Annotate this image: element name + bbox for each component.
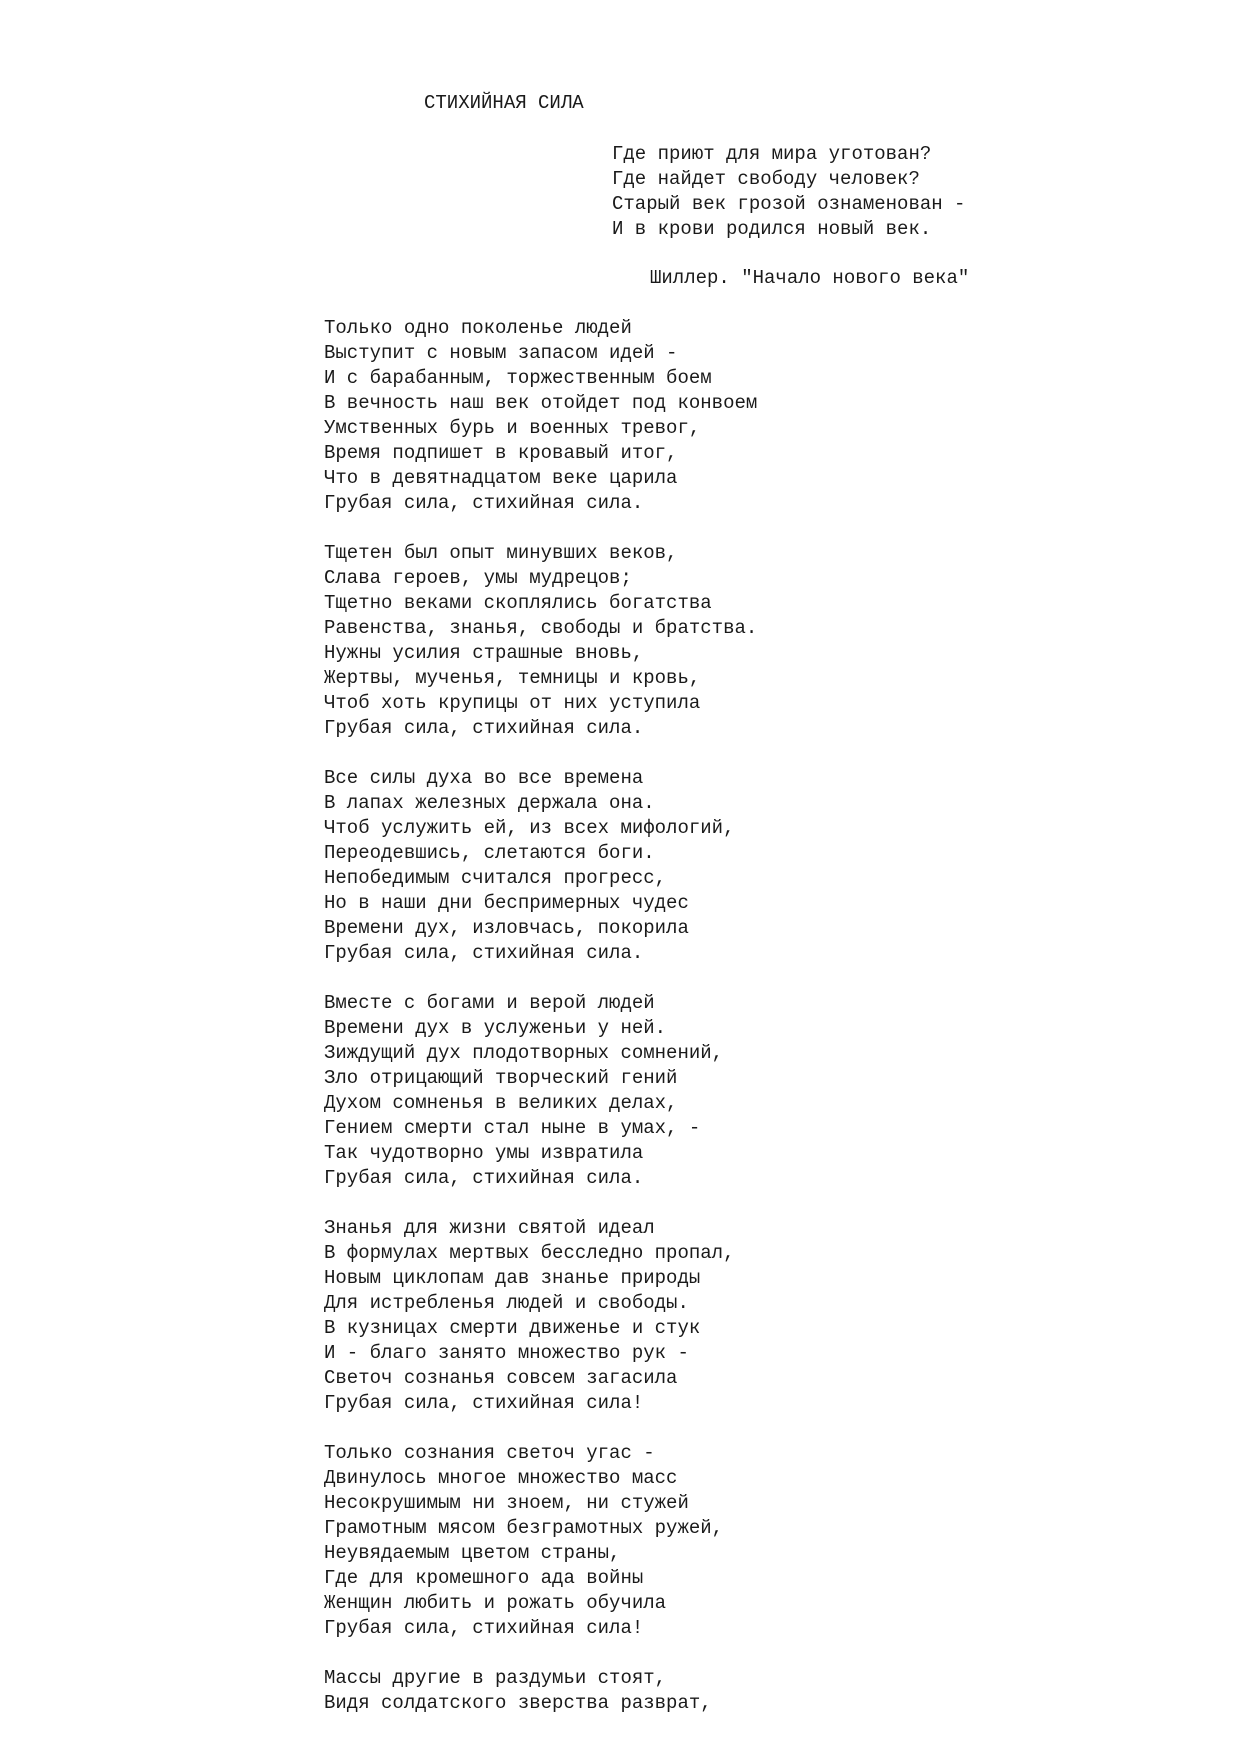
verse-line: И - благо занято множество рук -: [324, 1342, 689, 1364]
verse-line: Умственных бурь и военных тревог,: [324, 417, 701, 439]
poem-title: СТИХИЙНАЯ СИЛА: [424, 92, 584, 114]
verse-line: Тщетен был опыт минувших веков,: [324, 542, 678, 564]
stanza-3: [324, 766, 757, 966]
verse-line: Тщетно веками скоплялись богатства: [324, 592, 712, 614]
verse-line: Но в наши дни беспримерных чудес: [324, 892, 689, 914]
verse-line: Духом сомненья в великих делах,: [324, 1092, 678, 1114]
verse-line: Грубая сила, стихийная сила.: [324, 717, 644, 739]
verse-line: Непобедимым считался прогресс,: [324, 867, 667, 889]
epigraph-line: И в крови родился новый век.: [612, 218, 932, 240]
verse-line: Массы другие в раздумьи стоят,: [324, 1667, 667, 1689]
verse-line: Грубая сила, стихийная сила!: [324, 1392, 644, 1414]
verse-line: Для истребленья людей и свободы.: [324, 1292, 689, 1314]
verse-line: Новым циклопам дав знанье природы: [324, 1267, 701, 1289]
epigraph-line: Где найдет свободу человек?: [612, 168, 920, 190]
poem-body: [324, 316, 757, 1741]
stanza-4: [324, 991, 757, 1191]
verse-line: Вместе с богами и верой людей: [324, 992, 655, 1014]
verse-line: Грубая сила, стихийная сила.: [324, 942, 644, 964]
stanza-7: [324, 1666, 757, 1716]
verse-line: Зло отрицающий творческий гений: [324, 1067, 678, 1089]
verse-line: Где для кромешного ада войны: [324, 1567, 644, 1589]
verse-line: Все силы духа во все времена: [324, 767, 644, 789]
verse-line: Жертвы, мученья, темницы и кровь,: [324, 667, 701, 689]
epigraph-line: Где приют для мира уготован?: [612, 143, 932, 165]
verse-line: Переодевшись, слетаются боги.: [324, 842, 655, 864]
verse-line: Двинулось многое множество масс: [324, 1467, 678, 1489]
verse-line: Времени дух в услуженьи у ней.: [324, 1017, 667, 1039]
verse-line: Грамотным мясом безграмотных ружей,: [324, 1517, 724, 1539]
verse-line: Что в девятнадцатом веке царила: [324, 467, 678, 489]
verse-line: Только одно поколенье людей: [324, 317, 632, 339]
verse-line: Грубая сила, стихийная сила!: [324, 1617, 644, 1639]
verse-line: Гением смерти стал ныне в умах, -: [324, 1117, 701, 1139]
verse-line: Чтоб услужить ей, из всех мифологий,: [324, 817, 735, 839]
verse-line: В кузницах смерти движенье и стук: [324, 1317, 701, 1339]
verse-line: Слава героев, умы мудрецов;: [324, 567, 632, 589]
verse-line: Неувядаемым цветом страны,: [324, 1542, 621, 1564]
verse-line: Женщин любить и рожать обучила: [324, 1592, 667, 1614]
epigraph-attribution: Шиллер. "Начало нового века": [650, 267, 970, 289]
verse-line: Нужны усилия страшные вновь,: [324, 642, 644, 664]
verse-line: Только сознания светоч угас -: [324, 1442, 655, 1464]
verse-line: Светоч сознанья совсем загасила: [324, 1367, 678, 1389]
verse-line: Времени дух, изловчась, покорила: [324, 917, 689, 939]
epigraph-line: Старый век грозой ознаменован -: [612, 193, 966, 215]
verse-line: Зиждущий дух плодотворных сомнений,: [324, 1042, 724, 1064]
stanza-2: [324, 541, 757, 741]
stanza-1: [324, 316, 757, 516]
verse-line: Равенства, знанья, свободы и братства.: [324, 617, 758, 639]
verse-line: Грубая сила, стихийная сила.: [324, 1167, 644, 1189]
verse-line: Выступит с новым запасом идей -: [324, 342, 678, 364]
verse-line: В вечность наш век отойдет под конвоем: [324, 392, 758, 414]
verse-line: Видя солдатского зверства разврат,: [324, 1692, 712, 1714]
verse-line: Знанья для жизни святой идеал: [324, 1217, 655, 1239]
stanza-5: [324, 1216, 757, 1416]
verse-line: Время подпишет в кровавый итог,: [324, 442, 678, 464]
verse-line: В формулах мертвых бесследно пропал,: [324, 1242, 735, 1264]
verse-line: И с барабанным, торжественным боем: [324, 367, 712, 389]
verse-line: В лапах железных держала она.: [324, 792, 655, 814]
verse-line: Несокрушимым ни зноем, ни стужей: [324, 1492, 689, 1514]
epigraph: [612, 142, 965, 242]
verse-line: Так чудотворно умы извратила: [324, 1142, 644, 1164]
verse-line: Грубая сила, стихийная сила.: [324, 492, 644, 514]
stanza-6: [324, 1441, 757, 1641]
verse-line: Чтоб хоть крупицы от них уступила: [324, 692, 701, 714]
